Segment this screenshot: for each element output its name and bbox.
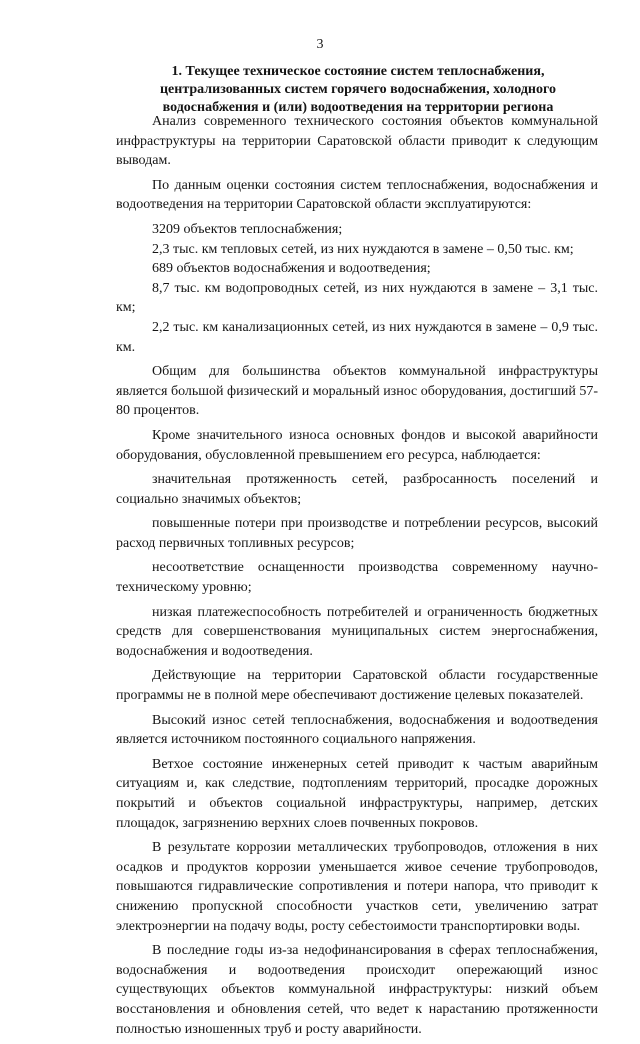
list-item: 3209 объектов теплоснабжения; <box>152 221 343 237</box>
paragraph: По данным оценки состояния систем теплоснабжения, водоснабжения и водоотведения на территории Саратовской области эксплуатируются: <box>116 177 598 213</box>
paragraph: Кроме значительного износа основных фондов и высокой аварийности оборудования, обусловленной превышением его ресурса, наблюдается: <box>116 427 598 463</box>
list-item: 689 объектов водоснабжения и водоотведения; <box>152 261 431 277</box>
list-item: низкая платежеспособность потребителей и ограниченность бюджетных средств для совершенствования муниципальных систем энергоснабжения, водоснабжения и водоотведения. <box>116 604 598 659</box>
paragraph: В последние годы из-за недофинансирования в сферах теплоснабжения, водоснабжения и водоотведения происходит опережающий износ существующих объектов коммунальной инфраструктуры: низкий объем восстановления и обновления сетей, что ведет к нарастанию протяженности полностью изношенных труб и росту аварийности. <box>116 943 598 1037</box>
paragraph: В результате коррозии металлических трубопроводов, отложения в них осадков и продуктов коррозии уменьшается живое сечение трубопроводов, повышаются гидравлические сопротивления и потери напора, что приводит к снижению пропускной способности участков сети, увеличению затрат электроэнергии на подачу воды, росту себестоимости транспортировки воды. <box>116 840 598 934</box>
list-item: 2,2 тыс. км канализационных сетей, из них нуждаются в замене – 0,9 тыс. км. <box>116 319 598 355</box>
list-item: несоответствие оснащенности производства современному научно-техническому уровню; <box>116 560 598 596</box>
list-item: повышенные потери при производстве и потреблении ресурсов, высокий расход первичных топливных ресурсов; <box>116 516 598 551</box>
body-text <box>116 112 598 1044</box>
page-number: 3 <box>316 37 324 52</box>
list-item: 2,3 тыс. км тепловых сетей, из них нуждаются в замене – 0,50 тыс. км; <box>152 241 574 257</box>
paragraph: Общим для большинства объектов коммунальной инфраструктуры является большой физический и моральный износ оборудования, достигший 57-80 процентов. <box>116 364 598 419</box>
paragraph: Ветхое состояние инженерных сетей приводит к частым аварийным ситуациям и, как следствие, подтоплениям территорий, просадке дорожных покрытий и объектов социальной инфраструктуры, например, детских площадок, загрязнению верхних слоев почвенных покровов. <box>116 756 598 831</box>
paragraph: Анализ современного технического состояния объектов коммунальной инфраструктуры на территории Саратовской области приводит к следующим выводам. <box>116 114 598 169</box>
list-item: 8,7 тыс. км водопроводных сетей, из них нуждаются в замене – 3,1 тыс. км; <box>116 280 598 316</box>
section-heading: 1. Текущее техническое состояние систем теплоснабжения, централизованных систем горячего водоснабжения, холодного водоснабжения и (или) водоотведения на территории региона <box>159 64 556 115</box>
list-item: значительная протяженность сетей, разбросанность поселений и социально значимых объектов; <box>116 472 598 507</box>
paragraph: Действующие на территории Саратовской области государственные программы не в полной мере обеспечивают достижение целевых показателей. <box>116 668 598 704</box>
paragraph: Высокий износ сетей теплоснабжения, водоснабжения и водоотведения является источником постоянного социального напряжения. <box>116 712 598 748</box>
